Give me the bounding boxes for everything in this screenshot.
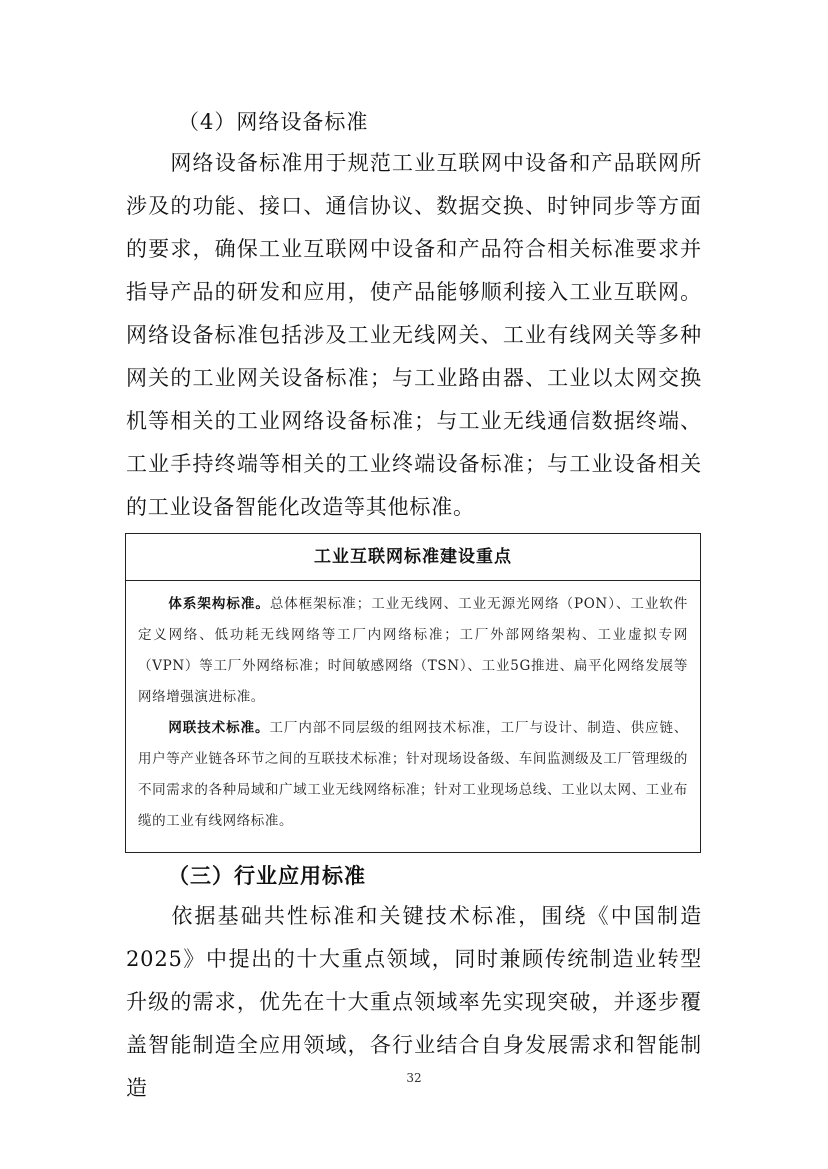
box-item xyxy=(138,713,688,837)
body-paragraph xyxy=(126,142,702,529)
box-item-lead: 网联技术标准。 xyxy=(168,720,270,736)
paragraph-text: 网络设备标准用于规范工业互联网中设备和产品联网所涉及的功能、接口、通信协议、数据交换、时钟同步等方面的要求，确保工业互联网中设备和产品符合相关标准要求并指导产品的研发和应用，使产品能够顺利接入工业互联网。网络设备标准包括涉及工业无线网关、工业有线网关等多种网关的工业网关设备标准；与工业路由器、工业以太网交换机等相关的工业网络设备标准；与工业无线通信数据终端、工业手持终端等相关的工业终端设备标准；与工业设备相关的工业设备智能化改造等其他标准。 xyxy=(126,151,702,519)
box-item-text: 总体框架标准；工业无线网、工业无源光网络（PON）、工业软件定义网络、低功耗无线网络等工厂内网络标准；工厂外部网络架构、工业虚拟专网（VPN）等工厂外网络标准；时间敏感网络（TSN）、工业5G推进、扁平化网络发展等网络增强演进标准。 xyxy=(138,596,688,705)
box-item-lead: 体系架构标准。 xyxy=(168,596,270,612)
subsection-heading: （4）网络设备标准 xyxy=(178,110,369,134)
box-body xyxy=(126,581,700,837)
box-item-text: 工厂内部不同层级的组网技术标准，工厂与设计、制造、供应链、用户等产业链各环节之间的互联技术标准；针对现场设备级、车间监测级及工厂管理级的不同需求的各种局域和广域工业无线网络标准；针对工业现场总线、工业以太网、工业布缆的工业有线网络标准。 xyxy=(138,720,689,829)
paragraph-text: 依据基础共性标准和关键技术标准，围绕《中国制造2025》中提出的十大重点领域，同时兼顾传统制造业转型升级的需求，优先在十大重点领域率先实现突破，并逐步覆盖智能制造全应用领域，各行业结合自身发展需求和智能制造 xyxy=(126,904,702,1100)
page-number: 32 xyxy=(406,1071,422,1085)
section-heading: （三）行业应用标准 xyxy=(168,864,366,888)
box-item xyxy=(138,589,688,713)
highlight-box xyxy=(125,533,701,853)
box-title: 工业互联网标准建设重点 xyxy=(126,534,700,581)
